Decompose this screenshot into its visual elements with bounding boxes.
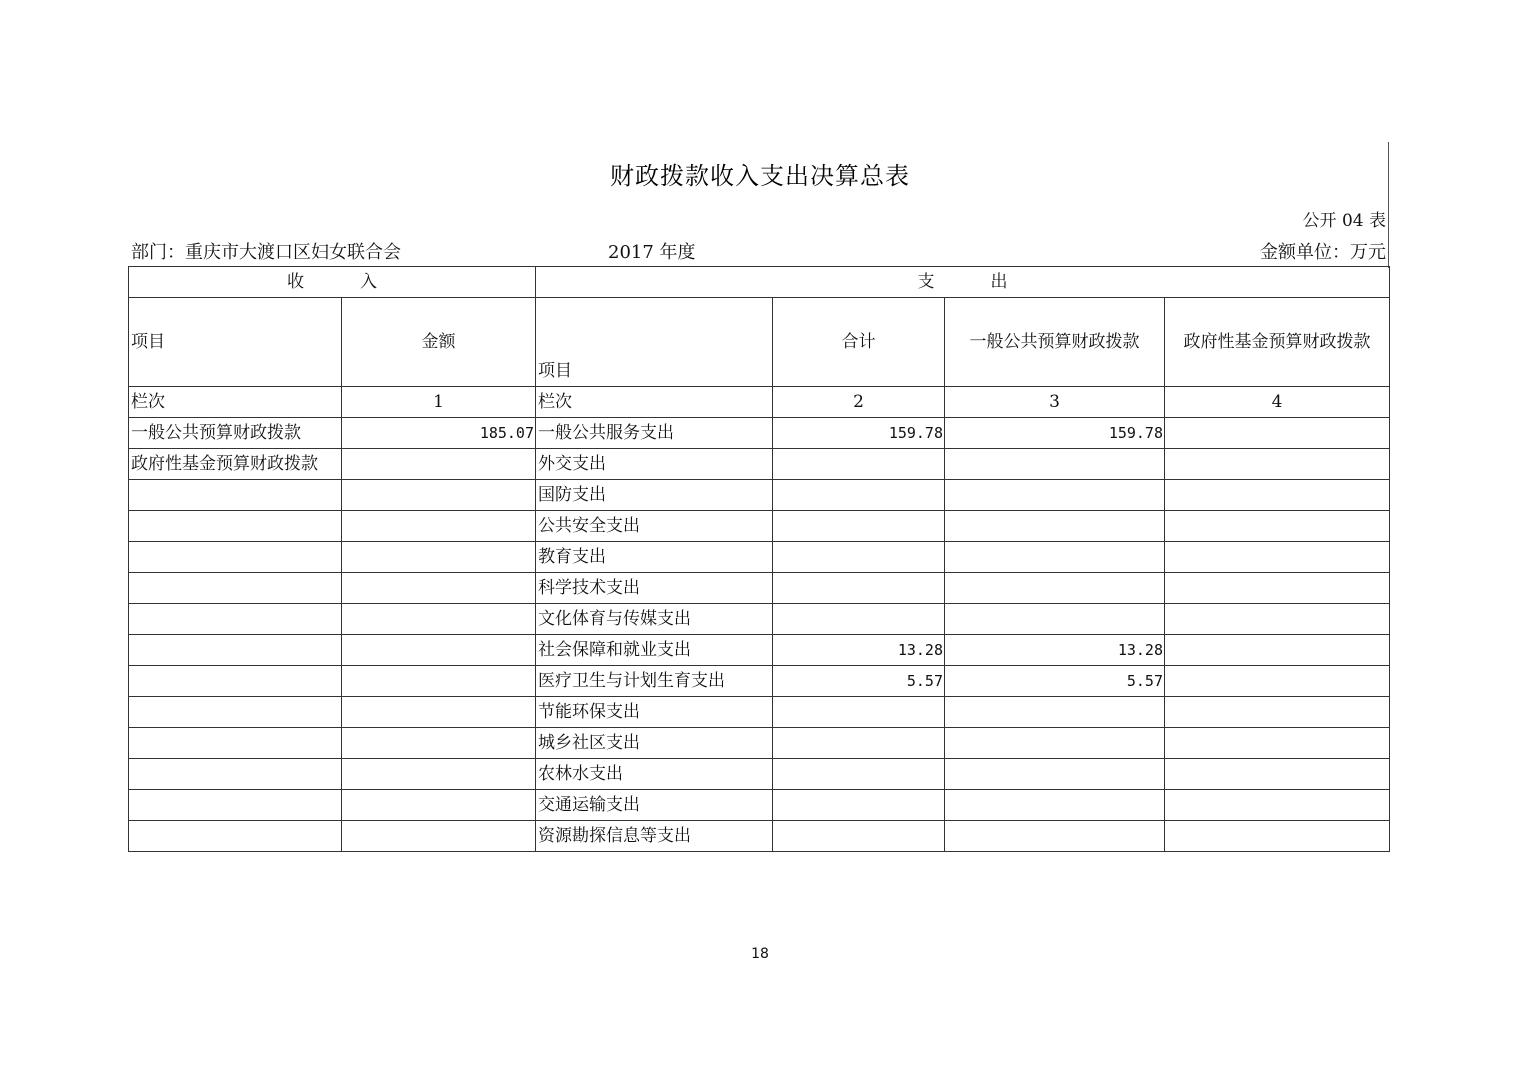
cell-total: 5.57 (773, 666, 945, 697)
col-header-expense-item: 项目 (536, 298, 773, 387)
table-row (129, 449, 1390, 480)
cell-expense-item: 文化体育与传媒支出 (536, 604, 773, 635)
cell-income-amount (342, 604, 536, 635)
cell-general-budget (945, 480, 1165, 511)
table-row (129, 480, 1390, 511)
col-header-general-budget: 一般公共预算财政拨款 (945, 298, 1165, 387)
cell-income-item (129, 821, 342, 852)
cell-gov-fund (1165, 728, 1390, 759)
col-header-total: 合计 (773, 298, 945, 387)
cell-total (773, 573, 945, 604)
table-row (129, 728, 1390, 759)
section-header-row (129, 267, 1390, 298)
page-title: 财政拨款收入支出决算总表 (610, 162, 910, 190)
cell-income-item: 政府性基金预算财政拨款 (129, 449, 342, 480)
cell-total (773, 728, 945, 759)
cell-expense-item: 节能环保支出 (536, 697, 773, 728)
cell-gov-fund (1165, 666, 1390, 697)
cell-general-budget (945, 573, 1165, 604)
cell-income-item (129, 604, 342, 635)
expense-header-char-1: 支 (917, 272, 935, 292)
cell-total (773, 697, 945, 728)
cell-income-item (129, 697, 342, 728)
table-row (129, 573, 1390, 604)
col-header-gov-fund: 政府性基金预算财政拨款 (1165, 298, 1390, 387)
page-number: 18 (751, 946, 769, 962)
table-row (129, 635, 1390, 666)
cell-general-budget (945, 604, 1165, 635)
cell-general-budget: 13.28 (945, 635, 1165, 666)
cell-income-amount (342, 573, 536, 604)
table-row (129, 542, 1390, 573)
table-row (129, 697, 1390, 728)
cell-gov-fund (1165, 790, 1390, 821)
column-header-row (129, 298, 1390, 387)
cell-general-budget (945, 697, 1165, 728)
cell-income-amount (342, 759, 536, 790)
table-row (129, 666, 1390, 697)
income-header-char-1: 收 (287, 272, 304, 292)
cell-income-amount (342, 666, 536, 697)
cell-total (773, 790, 945, 821)
cell-total (773, 480, 945, 511)
expense-header-char-2: 出 (990, 272, 1008, 292)
cell-income-item (129, 511, 342, 542)
cell-gov-fund (1165, 604, 1390, 635)
cell-general-budget (945, 790, 1165, 821)
budget-summary-table (128, 266, 1390, 852)
cell-expense-item: 国防支出 (536, 480, 773, 511)
table-row (129, 511, 1390, 542)
cell-income-amount (342, 511, 536, 542)
cell-income-amount (342, 697, 536, 728)
form-number: 公开 04 表 (1302, 211, 1386, 231)
cell-total (773, 449, 945, 480)
fiscal-year: 2017 年度 (608, 242, 696, 263)
cell-gov-fund (1165, 542, 1390, 573)
cell-total: 159.78 (773, 418, 945, 449)
cell-total (773, 604, 945, 635)
expense-section-header (536, 267, 1390, 298)
col-index-expense-label: 栏次 (536, 387, 773, 418)
cell-expense-item: 公共安全支出 (536, 511, 773, 542)
income-section-header (129, 267, 536, 298)
cell-gov-fund (1165, 635, 1390, 666)
cell-general-budget (945, 759, 1165, 790)
cell-income-amount (342, 790, 536, 821)
cell-general-budget: 5.57 (945, 666, 1165, 697)
col-header-income-amount: 金额 (342, 298, 536, 387)
cell-expense-item: 医疗卫生与计划生育支出 (536, 666, 773, 697)
cell-gov-fund (1165, 449, 1390, 480)
cell-general-budget (945, 821, 1165, 852)
col-index-income-label: 栏次 (129, 387, 342, 418)
cell-gov-fund (1165, 821, 1390, 852)
cell-income-item (129, 728, 342, 759)
cell-total (773, 542, 945, 573)
cell-expense-item: 城乡社区支出 (536, 728, 773, 759)
cell-income-amount (342, 635, 536, 666)
cell-expense-item: 社会保障和就业支出 (536, 635, 773, 666)
table-row (129, 790, 1390, 821)
cell-general-budget (945, 728, 1165, 759)
cell-income-amount (342, 480, 536, 511)
table-row (129, 759, 1390, 790)
cell-expense-item: 外交支出 (536, 449, 773, 480)
cell-gov-fund (1165, 573, 1390, 604)
cell-gov-fund (1165, 697, 1390, 728)
cell-income-item (129, 635, 342, 666)
column-index-row (129, 387, 1390, 418)
amount-unit: 金额单位：万元 (1260, 242, 1386, 263)
cell-expense-item: 科学技术支出 (536, 573, 773, 604)
cell-gov-fund (1165, 511, 1390, 542)
cell-income-amount (342, 449, 536, 480)
col-index-1: 1 (342, 387, 536, 418)
cell-income-item (129, 573, 342, 604)
cell-gov-fund (1165, 759, 1390, 790)
cell-income-amount (342, 542, 536, 573)
col-index-4: 4 (1165, 387, 1390, 418)
cell-income-item (129, 759, 342, 790)
table-row (129, 821, 1390, 852)
cell-income-amount: 185.07 (342, 418, 536, 449)
cell-income-item (129, 480, 342, 511)
cell-income-amount (342, 728, 536, 759)
cell-gov-fund (1165, 418, 1390, 449)
table-row (129, 418, 1390, 449)
cell-total (773, 759, 945, 790)
cell-total: 13.28 (773, 635, 945, 666)
cell-expense-item: 农林水支出 (536, 759, 773, 790)
cell-general-budget: 159.78 (945, 418, 1165, 449)
department-label: 部门：重庆市大渡口区妇女联合会 (131, 242, 401, 263)
cell-total (773, 821, 945, 852)
cell-total (773, 511, 945, 542)
col-index-2: 2 (773, 387, 945, 418)
cell-general-budget (945, 511, 1165, 542)
cell-income-item (129, 666, 342, 697)
cell-income-item (129, 790, 342, 821)
cell-general-budget (945, 449, 1165, 480)
cell-income-item: 一般公共预算财政拨款 (129, 418, 342, 449)
col-index-3: 3 (945, 387, 1165, 418)
cell-general-budget (945, 542, 1165, 573)
col-header-income-item: 项目 (129, 298, 342, 387)
cell-income-amount (342, 821, 536, 852)
cell-expense-item: 资源勘探信息等支出 (536, 821, 773, 852)
cell-expense-item: 交通运输支出 (536, 790, 773, 821)
cell-expense-item: 教育支出 (536, 542, 773, 573)
cell-income-item (129, 542, 342, 573)
cell-expense-item: 一般公共服务支出 (536, 418, 773, 449)
cell-gov-fund (1165, 480, 1390, 511)
income-header-char-2: 入 (360, 272, 377, 292)
table-row (129, 604, 1390, 635)
